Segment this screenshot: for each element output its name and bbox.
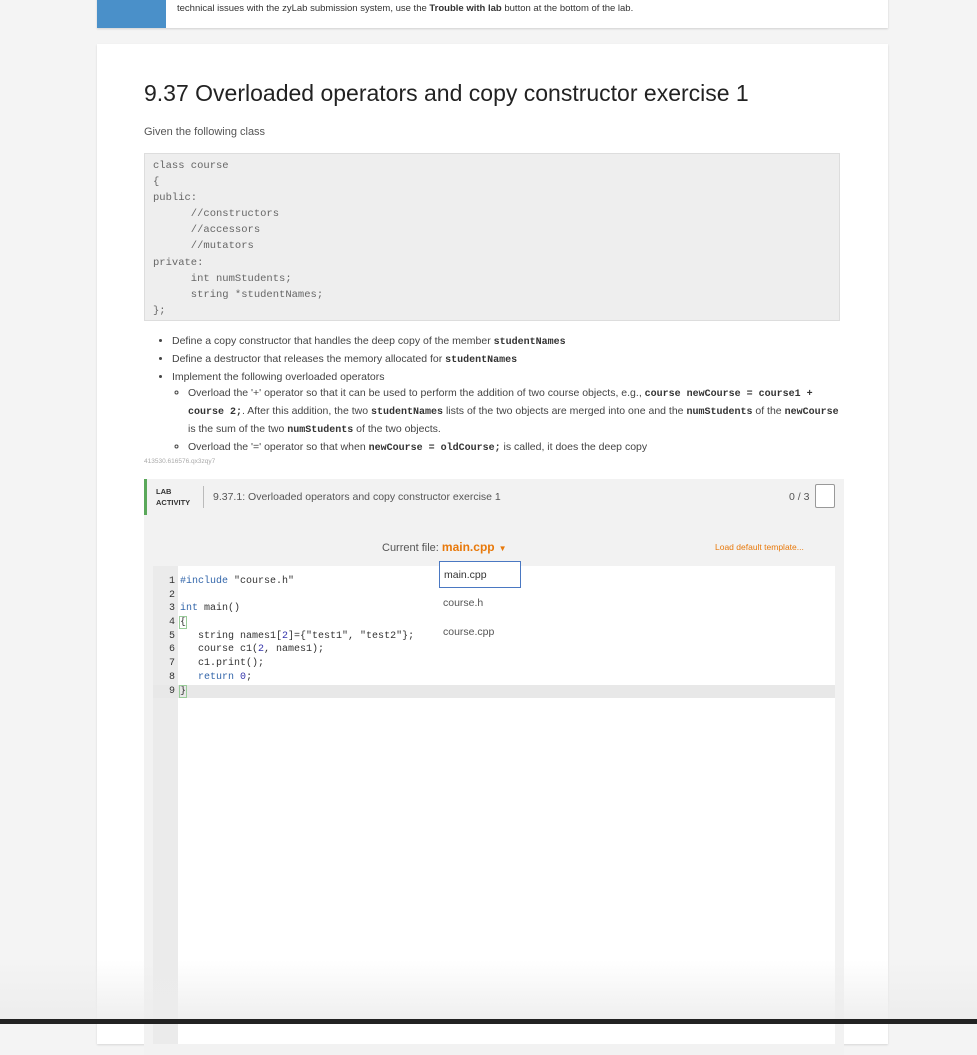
line-number: 6 — [168, 644, 175, 656]
lab-label-line: LAB — [156, 487, 172, 496]
item-text: Implement the following overloaded operators — [172, 371, 385, 383]
item-text: is called, it does the deep copy — [500, 441, 648, 453]
code-line: //mutators — [153, 240, 254, 253]
current-file-label: Current file: — [382, 542, 439, 554]
list-item — [172, 351, 840, 369]
current-file-selector[interactable] — [382, 540, 507, 554]
file-option-course-cpp[interactable]: course.cpp — [443, 626, 495, 638]
file-option-course-h[interactable]: course.h — [443, 597, 484, 609]
banner-accent — [97, 0, 166, 28]
code-line: //accessors — [153, 224, 261, 237]
lab-title: 9.37.1: Overloaded operators and copy constructor exercise 1 — [213, 491, 501, 503]
line-number: 2 — [168, 589, 175, 601]
given-text: Given the following class — [144, 126, 266, 138]
editor-line[interactable]: 6 course c1(2, names1); — [153, 643, 835, 657]
inline-code: studentNames — [371, 407, 444, 418]
lab-label-line: ACTIVITY — [156, 498, 191, 507]
list-item — [172, 369, 840, 457]
requirements-list — [160, 333, 840, 457]
banner-text-post: button at the bottom of the lab. — [501, 3, 634, 14]
lab-score: 0 / 3 — [789, 491, 810, 503]
class-code-block — [144, 153, 840, 321]
code-line: private: — [153, 256, 204, 269]
item-text: Define a destructor that releases the memory allocated for — [172, 353, 446, 365]
inline-code: course newCourse = course1 + course 2; — [188, 389, 813, 418]
sub-list-item — [188, 439, 840, 457]
code-line: { — [153, 176, 160, 189]
section-id-tag: 413530.616576.qx3zqy7 — [144, 458, 216, 465]
inline-code: newCourse — [784, 407, 839, 418]
item-text: . After this addition, the two — [242, 405, 372, 417]
section-title: 9.37 Overloaded operators and copy constructor exercise 1 — [144, 80, 749, 106]
line-number: 8 — [168, 671, 175, 683]
file-option-main-cpp[interactable]: main.cpp — [439, 561, 521, 588]
code-line: //constructors — [153, 208, 280, 221]
editor-line[interactable]: 7 c1.print(); — [153, 657, 835, 671]
code-line: }; — [153, 304, 166, 317]
line-number: 5 — [168, 630, 175, 642]
item-text: is the sum of the two — [188, 423, 288, 435]
current-file-name[interactable]: main.cpp — [441, 540, 495, 554]
line-number: 4 — [168, 617, 175, 629]
inline-code: numStudents — [287, 425, 354, 436]
item-text: Define a copy constructor that handles the deep copy of the member — [172, 335, 494, 347]
inline-code: studentNames — [445, 355, 518, 366]
banner-text — [177, 3, 633, 14]
line-number: 9 — [168, 685, 175, 697]
divider — [203, 486, 204, 508]
inline-code: newCourse = oldCourse; — [368, 443, 501, 454]
banner-text-pre: technical issues with the zyLab submission system, use the — [177, 3, 430, 14]
editor-line[interactable]: 1 #include "course.h" — [153, 575, 835, 589]
line-number: 3 — [168, 603, 175, 615]
code-line: string *studentNames; — [153, 288, 324, 301]
inline-code: numStudents — [686, 407, 753, 418]
editor-line-active[interactable]: 9 } — [153, 685, 835, 699]
bottom-bar — [0, 1019, 977, 1024]
line-number: 7 — [168, 658, 175, 670]
inline-code: studentNames — [493, 337, 566, 348]
file-dropdown-menu — [439, 561, 521, 647]
editor-line[interactable]: 4 { — [153, 616, 835, 630]
sub-list-item — [188, 385, 840, 439]
item-text: lists of the two objects are merged into one and the — [443, 405, 687, 417]
editor-line[interactable]: 8 return 0; — [153, 671, 835, 685]
instructions-banner — [97, 0, 888, 28]
list-item — [172, 333, 840, 351]
code-line: class course — [153, 160, 229, 172]
code-line: int numStudents; — [153, 272, 292, 285]
item-text: Overload the '+' operator so that it can be used to perform the addition of two course objects, e.g., — [188, 387, 645, 399]
editor-line[interactable]: 5 string names1[2]={"test1", "test2"}; — [153, 630, 835, 644]
banner-text-bold: Trouble with lab — [429, 3, 502, 14]
load-default-template-link[interactable]: Load default template... — [715, 542, 804, 552]
lab-activity-header — [144, 479, 844, 515]
lab-activity-label — [156, 486, 190, 508]
editor-line[interactable]: 3 int main() — [153, 602, 835, 616]
item-text: of the — [752, 405, 785, 417]
item-text: of the two objects. — [353, 423, 441, 435]
chevron-down-icon[interactable]: ▼ — [498, 544, 507, 553]
line-number: 1 — [168, 576, 175, 587]
item-text: Overload the '=' operator so that when — [188, 441, 369, 453]
score-badge — [815, 484, 835, 508]
code-line: public: — [153, 192, 198, 205]
